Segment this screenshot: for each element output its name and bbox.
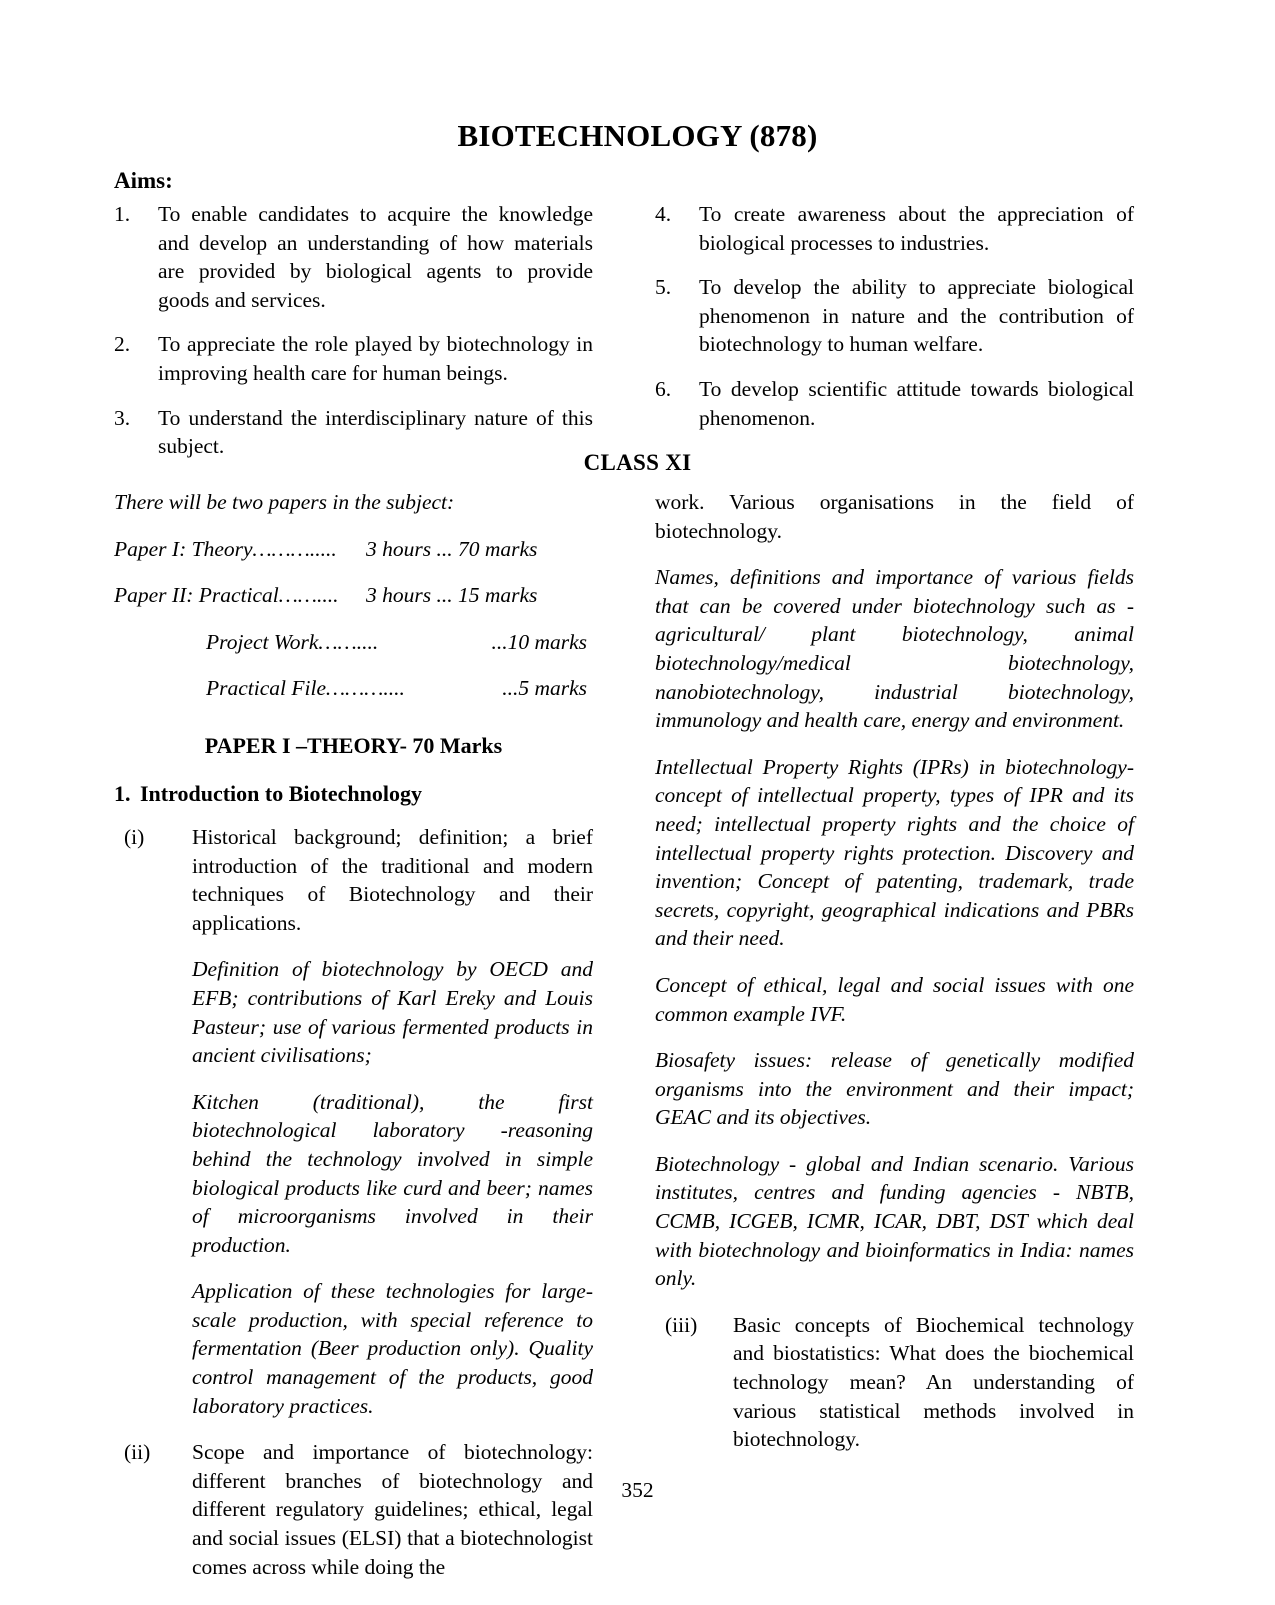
continued-paragraph: Biotechnology - global and Indian scenario. Various institutes, centres and funding agencies - NBTB, CCMB, ICGEB, ICMR, ICAR, DBT, DST which deal with biotechnology and bioinformatics in India: names only. — [655, 1151, 1134, 1291]
subitem-marker: (i) — [124, 824, 145, 849]
list-text: To develop the ability to appreciate biological phenomenon in nature and the contribution of biotechnology to human welfare. — [699, 275, 1134, 357]
list-item — [655, 375, 1134, 432]
list-marker: 5. — [655, 275, 672, 300]
aims-band — [114, 200, 1134, 477]
subitem-ii — [114, 1438, 593, 1581]
subitem-iii — [655, 1311, 1134, 1454]
aims-heading: Aims: — [114, 168, 173, 193]
list-marker: 2. — [114, 332, 131, 357]
list-item — [655, 200, 1134, 257]
paper-label: Paper II: Practical…….... — [114, 583, 339, 608]
continued-paragraph: Intellectual Property Rights (IPRs) in biotechnology- concept of intellectual property, types of IPR and its need; intellectual property rights and the choice of intellectual property rights protection. Discovery and invention; Concept of patenting, trademark, trade secrets, copyright, geographical indications and PBRs and their need. — [655, 754, 1134, 951]
paper-label: Paper I: Theory………..... — [114, 536, 337, 561]
subitem-paragraph: Scope and importance of biotechnology: different branches of biotechnology and different regulatory guidelines; ethical, legal and social issues (ELSI) that a biotechnologist comes across while doing the — [192, 1440, 593, 1579]
subitem-paragraph: Kitchen (traditional), the first biotechnological laboratory -reasoning behind the technology involved in simple biological products like curd and beer; names of microorganisms involved in their production. — [192, 1089, 593, 1257]
papers-intro: There will be two papers in the subject: — [114, 490, 455, 514]
continued-paragraph: Names, definitions and importance of various fields that can be covered under biotechnology such as - agricultural/ plant biotechnology, animal biotechnology/medical biotechnology, nanobiotechnology, industrial biotechnology, immunology and health care, energy and environment. — [655, 565, 1134, 733]
section-title: Introduction to Biotechnology — [140, 780, 422, 806]
paper-value: 3 hours ... 15 marks — [366, 583, 538, 608]
class-heading: CLASS XI — [583, 450, 692, 475]
aims-left-column — [114, 200, 593, 477]
aims-list-right — [655, 200, 1134, 432]
list-text: To enable candidates to acquire the knowledge and develop an understanding of how materials are provided by biological agents to provide goods and services. — [158, 202, 593, 312]
paper-value: ...5 marks — [502, 676, 587, 701]
page-title: BIOTECHNOLOGY (878) — [457, 118, 818, 153]
section-number: 1. — [114, 780, 131, 806]
paper-value: ...10 marks — [491, 629, 587, 654]
list-text: To understand the interdisciplinary nature of this subject. — [158, 405, 593, 459]
list-marker: 1. — [114, 202, 131, 226]
section-heading-1 — [114, 781, 593, 807]
subitem-marker: (ii) — [124, 1440, 151, 1465]
list-marker: 4. — [655, 202, 672, 226]
list-item — [655, 273, 1134, 359]
list-marker: 6. — [655, 376, 672, 401]
body-right-column — [655, 488, 1134, 1599]
aims-list-left — [114, 200, 593, 461]
paper-label: Practical File……….... — [206, 676, 405, 701]
subitem-paragraph: Application of these technologies for large-scale production, with special reference to fermentation (Beer production only). Quality control management of the products, good laboratory practices. — [192, 1279, 593, 1418]
paper-row — [114, 674, 593, 703]
continued-paragraph: Concept of ethical, legal and social issues with one common example IVF. — [655, 972, 1134, 1026]
list-text: To create awareness about the appreciation of biological processes to industries. — [699, 202, 1134, 255]
subitem-paragraph: Historical background; definition; a brief introduction of the traditional and modern techniques of Biotechnology and their applications. — [192, 824, 593, 935]
paper-value: 3 hours ... 70 marks — [366, 536, 538, 561]
aims-right-column — [655, 200, 1134, 477]
paper-label: Project Work…….... — [206, 629, 379, 654]
subitem-i — [114, 823, 593, 1420]
subitem-paragraph: Basic concepts of Biochemical technology and biostatistics: What does the biochemical technology mean? An understanding of various statistical methods involved in biotechnology. — [733, 1312, 1134, 1452]
continued-paragraph: Biosafety issues: release of genetically modified organisms into the environment and their impact; GEAC and its objectives. — [655, 1048, 1134, 1130]
subitem-marker: (iii) — [665, 1312, 698, 1337]
list-text: To appreciate the role played by biotechnology in improving health care for human beings. — [158, 332, 593, 385]
body-band — [114, 488, 1134, 1599]
paper-row — [114, 628, 593, 657]
paper-row — [114, 581, 593, 610]
list-item — [114, 330, 593, 387]
paper-row — [114, 535, 593, 564]
list-item — [114, 200, 593, 314]
list-marker: 3. — [114, 405, 131, 430]
body-left-column — [114, 488, 593, 1599]
continued-paragraph: work. Various organisations in the field of biotechnology. — [655, 490, 1134, 543]
subitem-paragraph: Definition of biotechnology by OECD and EFB; contributions of Karl Ereky and Louis Pasteur; use of various fermented products in ancient civilisations; — [192, 957, 593, 1068]
page-number: 352 — [621, 1478, 654, 1502]
list-text: To develop scientific attitude towards biological phenomenon. — [699, 376, 1134, 430]
paper-theory-heading: PAPER I –THEORY- 70 Marks — [204, 732, 503, 758]
